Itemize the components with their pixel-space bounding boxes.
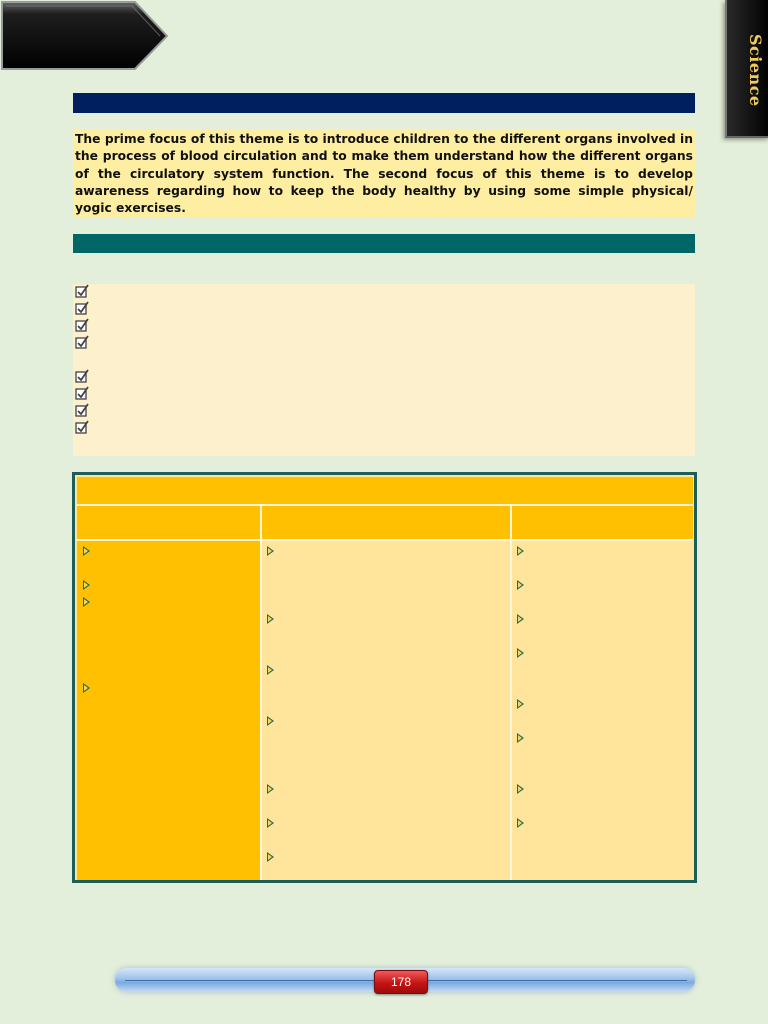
- table-divider: [260, 506, 262, 880]
- theme-intro-paragraph: The prime focus of this theme is to introduce children to the different organs involved in the process of blood circulation and to make them understand how the different organs of the circulatory system function. The second focus of this theme is to develop awareness regarding how to keep the body healthy by using some simple physical/ yogic exercises.: [75, 132, 693, 216]
- checkbox-tick-icon: [75, 369, 89, 383]
- triangle-arrow-bullet-icon: [267, 716, 274, 726]
- triangle-arrow-bullet-icon: [517, 699, 524, 709]
- triangle-arrow-bullet-icon: [517, 580, 524, 590]
- table-column-body: [77, 541, 260, 880]
- triangle-arrow-bullet-icon: [267, 784, 274, 794]
- table-divider: [77, 539, 693, 541]
- checkbox-tick-icon: [75, 386, 89, 400]
- triangle-arrow-bullet-icon: [83, 546, 90, 556]
- table-column-header: [512, 506, 693, 540]
- triangle-arrow-bullet-icon: [83, 683, 90, 693]
- side-tab-label: Science: [746, 34, 765, 107]
- checkbox-tick-icon: [75, 420, 89, 434]
- triangle-arrow-bullet-icon: [267, 852, 274, 862]
- triangle-arrow-bullet-icon: [267, 546, 274, 556]
- triangle-arrow-bullet-icon: [267, 614, 274, 624]
- triangle-arrow-bullet-icon: [517, 546, 524, 556]
- triangle-arrow-bullet-icon: [83, 580, 90, 590]
- table-title-row: [77, 477, 693, 505]
- triangle-arrow-bullet-icon: [517, 614, 524, 624]
- table-column-body: [262, 541, 510, 880]
- checkbox-tick-icon: [75, 335, 89, 349]
- objectives-heading-band: [73, 234, 695, 253]
- corner-arrow-tab: [0, 0, 170, 72]
- objectives-checklist: [73, 284, 695, 456]
- section-heading-band: [73, 93, 695, 113]
- triangle-arrow-bullet-icon: [517, 784, 524, 794]
- triangle-arrow-bullet-icon: [517, 648, 524, 658]
- triangle-arrow-bullet-icon: [517, 733, 524, 743]
- triangle-arrow-bullet-icon: [517, 818, 524, 828]
- table-column-header: [77, 506, 260, 540]
- checkbox-tick-icon: [75, 301, 89, 315]
- learning-plan-table: [72, 472, 697, 883]
- table-column-body: [512, 541, 693, 880]
- page-number-badge: 178: [374, 970, 428, 994]
- table-column-header: [262, 506, 510, 540]
- checkbox-tick-icon: [75, 284, 89, 298]
- triangle-arrow-bullet-icon: [267, 818, 274, 828]
- checkbox-tick-icon: [75, 403, 89, 417]
- table-divider: [510, 506, 512, 880]
- triangle-arrow-bullet-icon: [267, 665, 274, 675]
- triangle-arrow-bullet-icon: [83, 597, 90, 607]
- checkbox-tick-icon: [75, 318, 89, 332]
- science-side-tab: [725, 0, 768, 138]
